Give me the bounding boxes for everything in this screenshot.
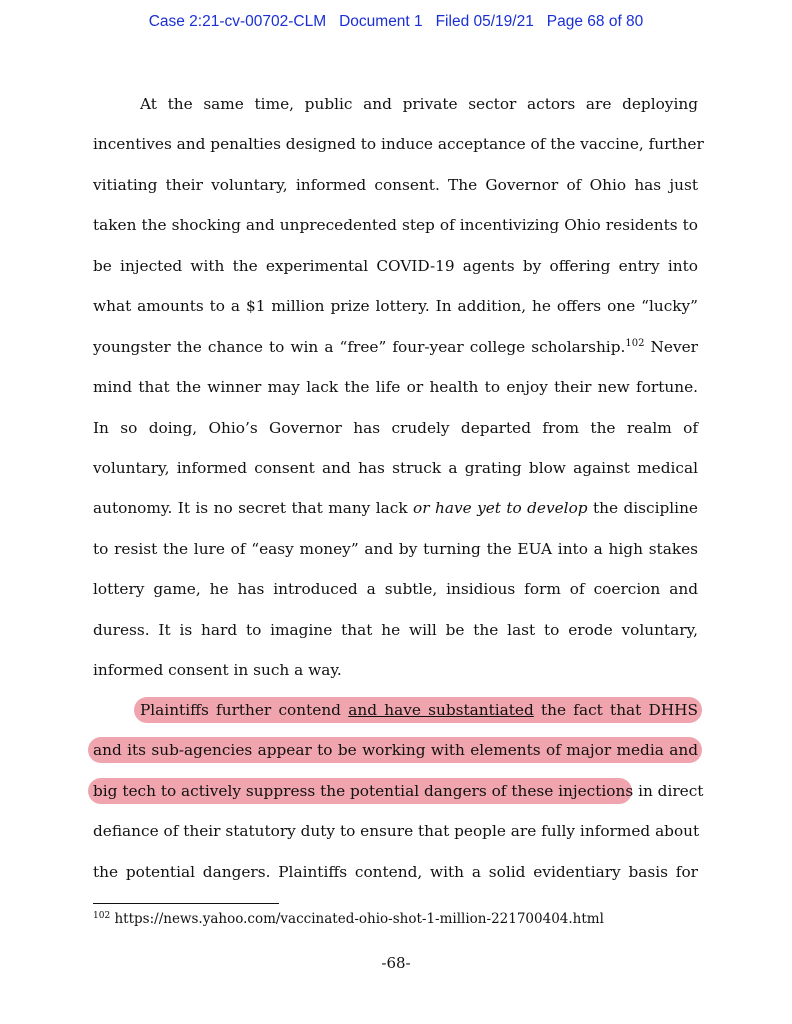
document-number: Document 1 (339, 13, 423, 30)
p1-line-2: incentives and penalties designed to induce acceptance of the vaccine, further (93, 135, 704, 153)
p2-line-1-b: the fact that DHHS (541, 701, 698, 719)
p1-line-9: In so doing, Ohio’s Governor has crudely departed from the realm of (93, 419, 698, 437)
footnote-number: 102 (93, 911, 111, 921)
p1-line-8: mind that the winner may lack the life or health to enjoy their new fortune. (93, 378, 698, 396)
underlined-phrase: and have substantiated (348, 701, 534, 719)
p2-line-3 (93, 778, 704, 804)
p1-line-11-end: the discipline (593, 499, 698, 517)
p2-line-4: defiance of their statutory duty to ensure that people are fully informed about (93, 822, 700, 840)
p1-line-14: duress. It is hard to imagine that he will be the last to erode voluntary, (93, 621, 698, 639)
p1-line-11-text: autonomy. It is no secret that many lack (93, 499, 408, 517)
p1-line-6: what amounts to a $1 million prize lottery. In addition, he offers one “lucky” (93, 297, 698, 315)
p1-line-12: to resist the lure of “easy money” and by turning the EUA into a high stakes (93, 540, 698, 558)
p1-line-1: At the same time, public and private sector actors are deploying (140, 95, 698, 113)
p1-line-4: taken the shocking and unprecedented step of incentivizing Ohio residents to (93, 216, 698, 234)
p1-line-15: informed consent in such a way. (93, 661, 342, 679)
footnote-link[interactable]: https://news.yahoo.com/vaccinated-ohio-shot-1-million-221700404.html (114, 911, 604, 927)
footnote (93, 909, 604, 929)
filed-date: Filed 05/19/21 (435, 13, 534, 30)
p2-line-3-end: in direct (638, 782, 704, 800)
p1-line-13: lottery game, he has introduced a subtle, insidious form of coercion and (93, 580, 698, 598)
p2-line-1-a: Plaintiffs further contend (140, 701, 341, 719)
p2-line-2: and its sub-agencies appear to be working with elements of major media and (93, 741, 698, 759)
page-count: Page 68 of 80 (546, 13, 644, 30)
p1-line-7-text: youngster the chance to win a “free” four-year college scholarship. (93, 338, 626, 356)
highlighted-phrase: big tech to actively suppress the potential dangers of these injections (93, 782, 634, 800)
p1-line-7 (93, 334, 698, 360)
footnote-ref: 102 (625, 338, 645, 349)
p1-line-10: voluntary, informed consent and has struck a grating blow against medical (93, 459, 698, 477)
p1-line-3: vitiating their voluntary, informed consent. The Governor of Ohio has just (93, 176, 698, 194)
case-number: Case 2:21-cv-00702-CLM (148, 13, 327, 30)
p1-line-11 (93, 495, 698, 521)
p2-line-1 (140, 697, 698, 723)
p1-line-5: be injected with the experimental COVID-19 agents by offering entry into (93, 257, 698, 275)
p2-line-5: the potential dangers. Plaintiffs contend, with a solid evidentiary basis for (93, 863, 698, 881)
footnote-separator (93, 903, 279, 904)
p1-line-7-end: Never (650, 338, 698, 356)
italic-phrase: or have yet to develop (413, 499, 588, 517)
case-header (0, 13, 792, 31)
page-number: -68- (381, 954, 411, 972)
